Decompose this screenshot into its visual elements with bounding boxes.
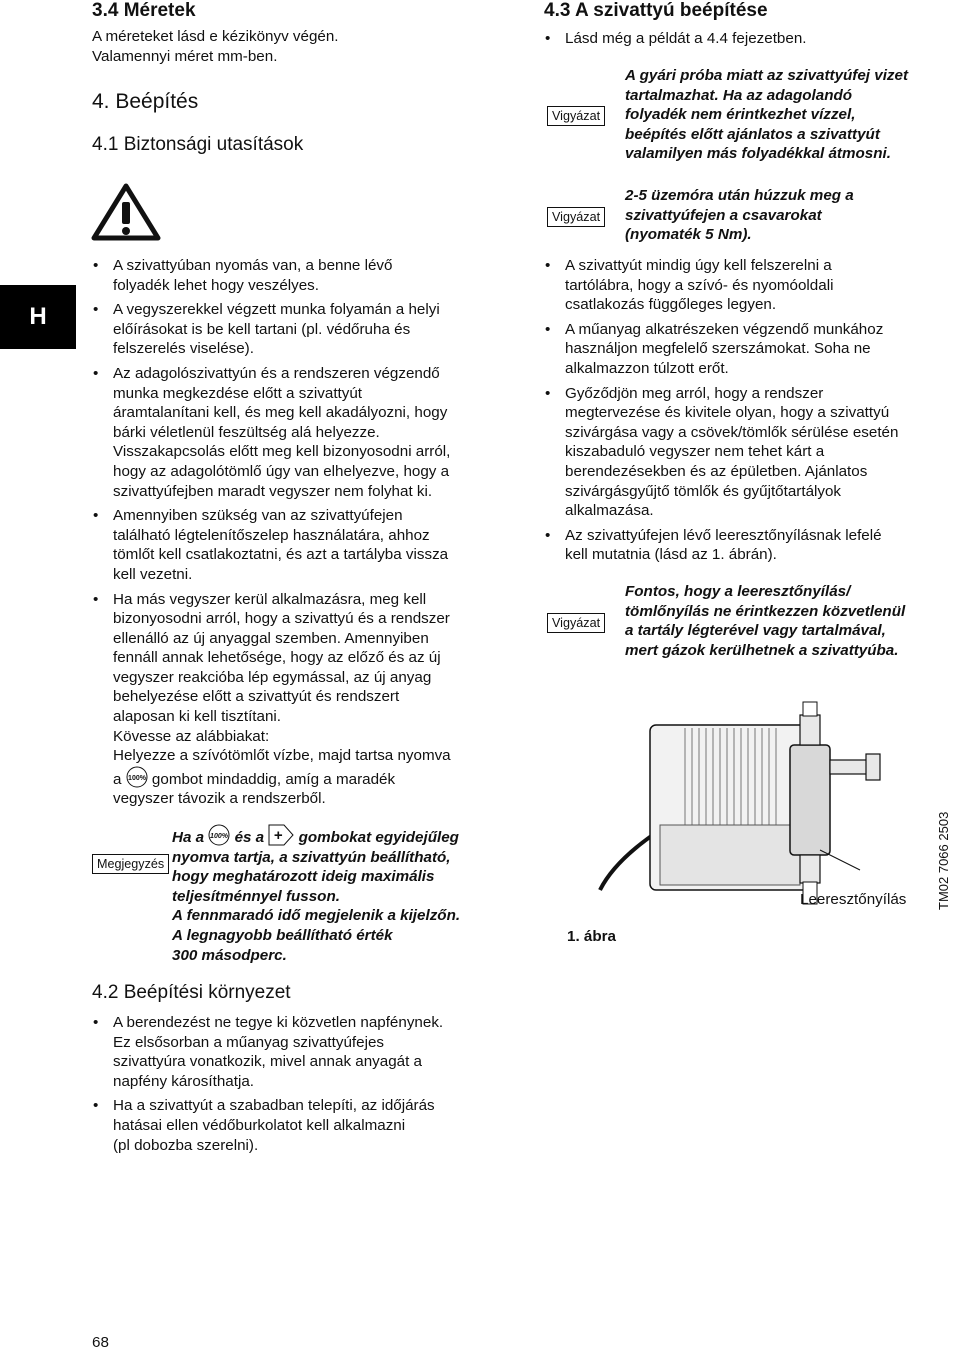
warning-text-1 bbox=[625, 66, 960, 164]
text-line: vegyszer távozik a rendszerből. bbox=[113, 790, 326, 808]
text-line: szivárgásgyűjtő tömlők és gyűjtőtartályok bbox=[565, 482, 842, 500]
text-line: behelyezése előtt a szivattyút és rendszert bbox=[113, 688, 400, 706]
text-line: kell mutatnia (lásd az 1. ábrán). bbox=[565, 546, 777, 564]
note-label: Megjegyzés bbox=[92, 854, 169, 874]
text-line: hatásai ellen védőburkolatot kell alkalmazni bbox=[113, 1116, 406, 1134]
text-line: tartólábra, hogy a szívó- és nyomóoldali bbox=[565, 276, 834, 294]
text-fragment: Ha a bbox=[172, 829, 205, 846]
suction-valve bbox=[800, 855, 820, 883]
figure-code: TM02 7066 2503 bbox=[936, 811, 951, 910]
text-line: fennáll annak lehetősége, hogy az előző és az új bbox=[113, 649, 441, 667]
pump-head bbox=[790, 745, 830, 855]
warning-label: Vigyázat bbox=[547, 207, 605, 227]
list-item bbox=[544, 320, 960, 379]
text-fragment: a bbox=[113, 770, 122, 788]
text-line bbox=[113, 766, 522, 790]
text-line: Fontos, hogy a leeresztőnyílás/ bbox=[625, 583, 851, 600]
list-item bbox=[92, 364, 522, 501]
section-3-4-title: 3.4 Méretek bbox=[92, 0, 196, 21]
button-100-percent-icon bbox=[208, 824, 230, 846]
text-line: • Az adagolószivattyún és a rendszeren végzendő bbox=[113, 364, 440, 382]
text-line: folyadék nem érintkezhet vízzel, bbox=[625, 106, 856, 124]
text-line: Ez elsősorban a műanyag szivattyúfejes bbox=[113, 1033, 384, 1051]
text-line: A méreteket lásd e kézikönyv végén. bbox=[92, 28, 339, 45]
text-line: • A szivattyúban nyomás van, a benne lévő bbox=[113, 257, 393, 274]
button-100-label: 100% bbox=[210, 833, 229, 840]
warning-triangle-icon bbox=[90, 182, 162, 242]
note-text bbox=[172, 824, 532, 965]
text-line: előírásokat is be kell tartani (pl. védőruha és bbox=[113, 320, 411, 338]
section-4-title: 4. Beépítés bbox=[92, 90, 199, 113]
text-line: csatlakozás függőleges legyen. bbox=[565, 296, 777, 314]
figure-label-drain: Leeresztőnyílás bbox=[800, 891, 907, 908]
text-line: munka megkezdése előtt a szivattyút bbox=[113, 384, 363, 402]
text-fragment: gombot mindaddig, amíg a maradék bbox=[151, 770, 396, 788]
button-100-percent-icon bbox=[126, 766, 148, 788]
pump-figure bbox=[590, 700, 890, 910]
text-line: ellenálló az új anyaggal szemben. Amennyiben bbox=[113, 629, 429, 647]
section-tab bbox=[0, 285, 76, 349]
text-line: • A szivattyút mindig úgy kell felszerelni a bbox=[565, 257, 832, 274]
vent-valve bbox=[830, 760, 868, 774]
text-line: teljesítménnyel fusson. bbox=[172, 887, 340, 905]
text-line: • A műanyag alkatrészeken végzendő munkához bbox=[565, 320, 884, 338]
text-line: folyadék lehet hogy veszélyes. bbox=[113, 276, 319, 294]
text-line: • Az szivattyúfejen lévő leeresztőnyílásnak lefelé bbox=[565, 526, 882, 544]
safety-list bbox=[92, 256, 522, 814]
text-line: (pl dobozba szerelni). bbox=[113, 1136, 259, 1154]
text-line: szivárgása vagy a csövek/tömlők sérülése esetén bbox=[565, 423, 899, 441]
list-item bbox=[92, 1096, 522, 1155]
warning-label: Vigyázat bbox=[547, 106, 605, 126]
text-line: megtervezése és kivitele olyan, hogy a szivattyú bbox=[565, 404, 890, 422]
text-line: a tartály légterével vagy tartalmával, bbox=[625, 622, 886, 640]
text-fragment: és a bbox=[234, 829, 265, 846]
button-100-label: 100% bbox=[127, 774, 146, 782]
button-plus-icon bbox=[268, 824, 294, 846]
text-line: tömlőnyílás ne érintkezzen közvetlenül bbox=[625, 602, 906, 620]
install-ref-list bbox=[544, 29, 954, 54]
text-line: kell vezetni. bbox=[113, 565, 193, 583]
section-3-4-text bbox=[92, 27, 339, 66]
text-line: 300 másodperc. bbox=[172, 946, 287, 964]
text-line: vegyszer reakcióba lép egymással, az új anyag bbox=[113, 668, 432, 686]
text-line: • Győződjön meg arról, hogy a rendszer bbox=[565, 384, 824, 402]
list-item bbox=[92, 300, 522, 359]
text-line: Helyezze a szívótömlőt vízbe, majd tartsa nyomva bbox=[113, 747, 451, 765]
environment-list bbox=[92, 1013, 522, 1160]
text-line: Kövesse az alábbiakat: bbox=[113, 727, 270, 745]
text-line: tömlőt kell csatlakoztatni, és azt a tartályba vissza bbox=[113, 546, 449, 564]
text-line: bizonyosodni arról, hogy a szivattyú és a rendszer bbox=[113, 610, 450, 628]
text-line: Visszakapcsolás előtt meg kell bizonyosodni arról, bbox=[113, 443, 451, 461]
list-item bbox=[92, 256, 522, 295]
vent-knob bbox=[866, 754, 880, 780]
text-line: szivattyúfejben maradt vegyszer nem folyhat ki. bbox=[113, 482, 433, 500]
list-item bbox=[92, 506, 522, 584]
text-line: tartalmazhat. Ha az adagolandó bbox=[625, 86, 853, 104]
text-line: A fennmaradó idő megjelenik a kijelzőn. bbox=[172, 907, 461, 925]
pump-base bbox=[660, 825, 800, 885]
text-line: bárki véletlenül feszültség alá helyezze. bbox=[113, 423, 380, 441]
list-item bbox=[92, 1013, 522, 1091]
section-4-3-title: 4.3 A szivattyú beépítése bbox=[544, 0, 768, 21]
text-line: kiszabaduló vegyszer nem tehet kárt a bbox=[565, 443, 825, 461]
text-line: alaposan ki kell tisztítani. bbox=[113, 708, 281, 726]
text-line: • Amennyiben szükség van az szivattyúfejen bbox=[113, 507, 403, 525]
text-fragment: gombokat egyidejűleg bbox=[298, 829, 459, 846]
text-line: hogy az adagolótömlő úgy van elhelyezve, hogy a bbox=[113, 462, 450, 480]
text-line: alkalmazása. bbox=[565, 502, 654, 520]
text-line: • A vegyszerekkel végzett munka folyamán a helyi bbox=[113, 301, 440, 319]
text-line: Valamennyi méret mm-ben. bbox=[92, 47, 278, 65]
text-line: áramtalanítani kell, és meg kell akadályozni, hogy bbox=[113, 404, 448, 422]
text-line: használjon megfelelő szerszámokat. Soha ne bbox=[565, 340, 871, 358]
list-item bbox=[544, 526, 960, 565]
text-line: hogy meghatározott ideig maximális bbox=[172, 868, 435, 886]
figure-caption: 1. ábra bbox=[567, 928, 616, 945]
mounting-list bbox=[544, 256, 960, 570]
text-line: 2-5 üzemóra után húzzuk meg a bbox=[625, 187, 854, 204]
warning-label: Vigyázat bbox=[547, 613, 605, 633]
text-line: alkalmazzon túlzott erőt. bbox=[565, 359, 729, 377]
button-plus-label: + bbox=[273, 827, 283, 844]
text-line: A legnagyobb beállítható érték bbox=[172, 926, 393, 944]
text-line: berendezésekben és az épületben. Ajánlatos bbox=[565, 462, 868, 480]
text-line: nyomva tartja, a szivattyún beállítható, bbox=[172, 848, 451, 866]
warning-text-3 bbox=[625, 582, 960, 660]
discharge-valve bbox=[800, 715, 820, 745]
section-tab-label: H bbox=[29, 303, 47, 330]
discharge-connector bbox=[803, 702, 817, 716]
text-line: A gyári próba miatt az szivattyúfej vizet bbox=[625, 67, 909, 84]
list-item: • Lásd még a példát a 4.4 fejezetben. bbox=[544, 29, 954, 49]
warning-text-2 bbox=[625, 186, 960, 245]
section-4-2-title: 4.2 Beépítési környezet bbox=[92, 982, 291, 1003]
text-line: található légtelenítőszelep használatára, ahhoz bbox=[113, 526, 430, 544]
text-line bbox=[172, 824, 532, 848]
text-line: valamilyen más folyadékkal átmosni. bbox=[625, 145, 891, 163]
section-4-1-title: 4.1 Biztonsági utasítások bbox=[92, 134, 304, 155]
drain-leader-line bbox=[820, 850, 860, 870]
list-item bbox=[544, 256, 960, 315]
text-line: • Ha más vegyszer kerül alkalmazásra, meg kell bbox=[113, 590, 427, 608]
list-item bbox=[544, 384, 960, 521]
text-line: napfény károsíthatja. bbox=[113, 1072, 254, 1090]
page-number: 68 bbox=[92, 1334, 109, 1351]
text-line: szivattyúra vonatkozik, mivel annak anyagát a bbox=[113, 1053, 422, 1071]
text-line: felszerelés viselése). bbox=[113, 340, 254, 358]
list-item bbox=[92, 590, 522, 810]
text-line: szivattyúfejen a csavarokat bbox=[625, 206, 822, 224]
text-line: • A berendezést ne tegye ki közvetlen napfénynek. bbox=[113, 1014, 444, 1031]
text-line: mert gázok kerülhetnek a szivattyúba. bbox=[625, 641, 899, 659]
text-line: (nyomaték 5 Nm). bbox=[625, 226, 752, 244]
text-line: • Ha a szivattyút a szabadban telepíti, az időjárás bbox=[113, 1097, 435, 1115]
text-line: beépítés előtt ajánlatos a szivattyút bbox=[625, 125, 880, 143]
